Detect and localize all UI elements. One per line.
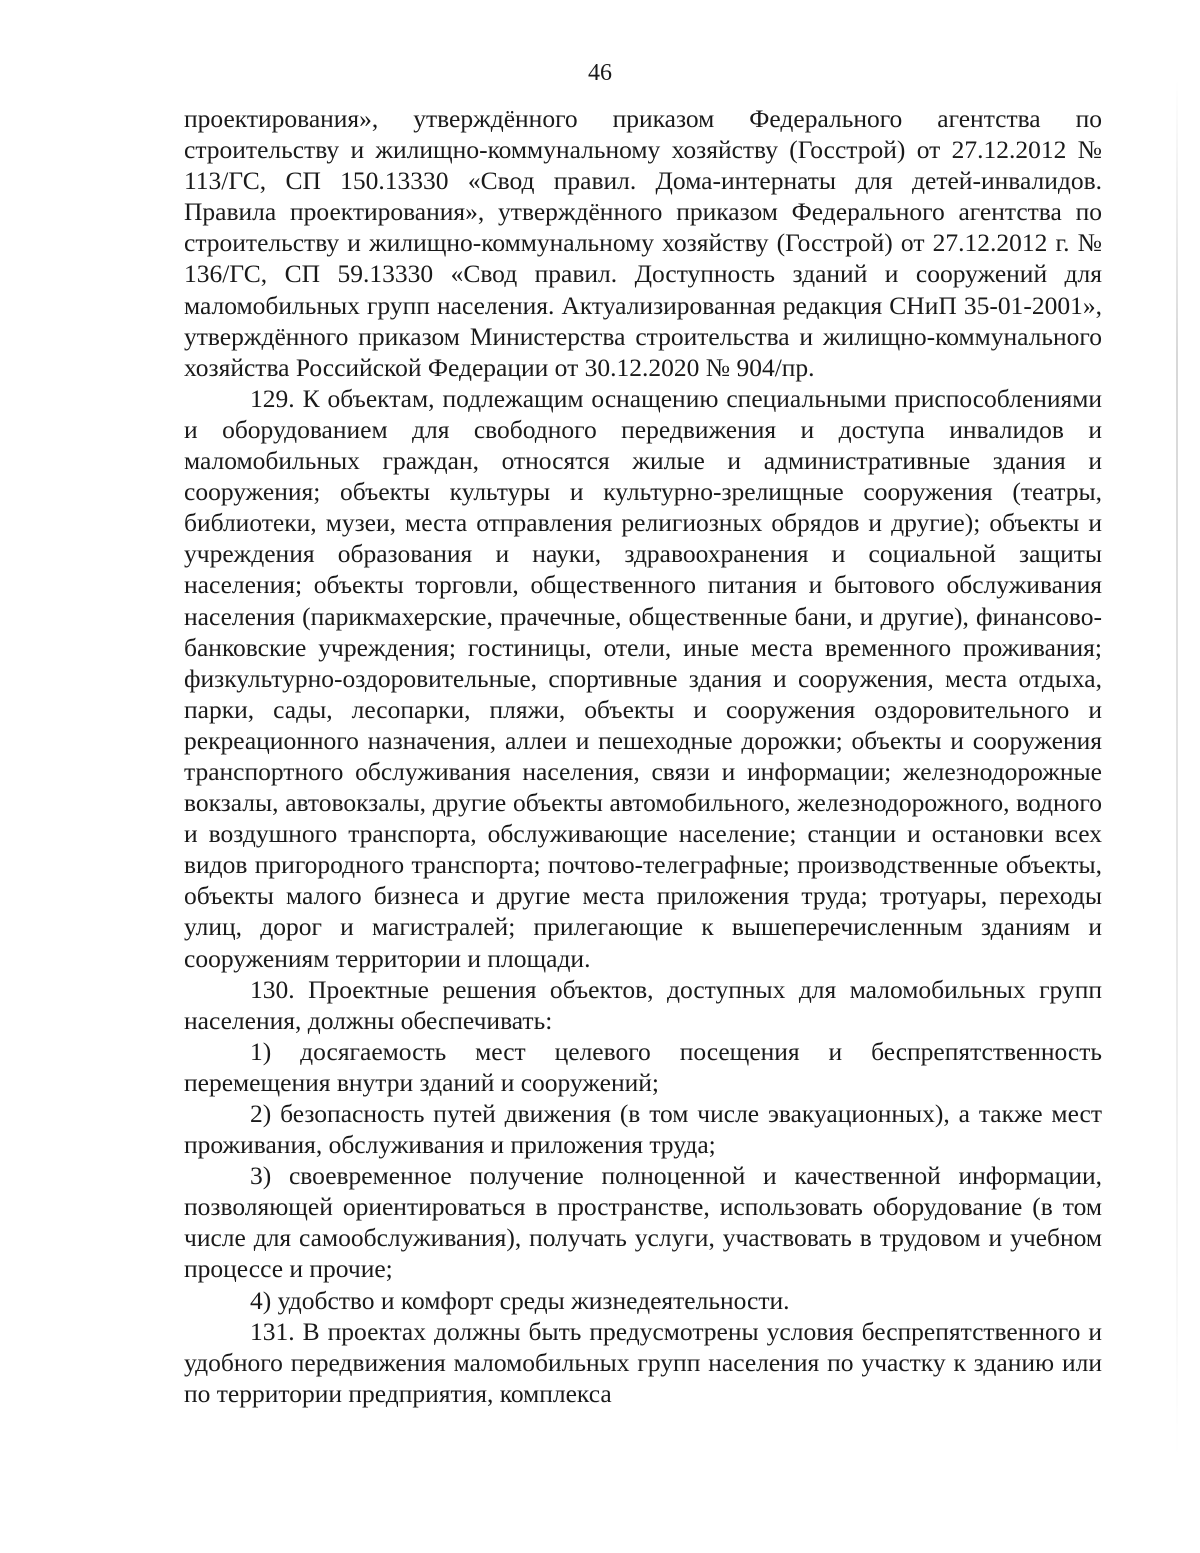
- list-item-4: 4) удобство и комфорт среды жизнедеятельности.: [250, 1285, 790, 1315]
- list-item-2: 2) безопасность путей движения (в том числе эвакуационных), а также мест проживания, обслуживания и приложения труда;: [184, 1099, 1102, 1160]
- paragraph-continuation: проектирования», утверждённого приказом Федерального агентства по строительству и жилищно-коммунальному хозяйству (Госстрой) от 27.12.2012 № 113/ГС, СП 150.13330 «Свод правил. Дома-интернаты для детей-инвалидов. Правила проектирования», утверждённого приказом Федерального агентства по строительству и жилищно-коммунальному хозяйству (Госстрой) от 27.12.2012 г. № 136/ГС, СП 59.13330 «Свод правил. Доступность зданий и сооружений для маломобильных групп населения. Актуализированная редакция СНиП 35-01-2001», утверждённого приказом Министерства строительства и жилищно-коммунального хозяйства Российской Федерации от 30.12.2020 № 904/пр.: [184, 104, 1102, 382]
- paragraph-130: 130. Проектные решения объектов, доступных для маломобильных групп населения, должны обеспечивать:: [184, 974, 1102, 1035]
- scan-edge-mark: [1176, 80, 1178, 1460]
- list-item-3: 3) своевременное получение полноценной и качественной информации, позволяющей ориентироваться в пространстве, использовать оборудование (в том числе для самообслуживания), получать услуги, участвовать в трудовом и учебном процессе и прочие;: [184, 1161, 1102, 1284]
- paragraph-129: 129. К объектам, подлежащим оснащению специальными приспособлениями и оборудованием для свободного передвижения и доступа инвалидов и маломобильных граждан, относятся жилые и административные здания и сооружения; объекты культуры и культурно-зрелищные сооружения (театры, библиотеки, музеи, места отправления религиозных обрядов и другие); объекты и учреждения образования и науки, здравоохранения и социальной защиты населения; объекты торговли, общественного питания и бытового обслуживания населения (парикмахерские, прачечные, общественные бани, и другие), финансово-банковские учреждения; гостиницы, отели, иные места временного проживания; физкультурно-оздоровительные, спортивные здания и сооружения, места отдыха, парки, сады, лесопарки, пляжи, объекты и сооружения оздоровительного и рекреационного назначения, аллеи и пешеходные дорожки; объекты и сооружения транспортного обслуживания населения, связи и информации; железнодорожные вокзалы, автовокзалы, другие объекты автомобильного, железнодорожного, водного и воздушного транспорта, обслуживающие население; станции и остановки всех видов пригородного транспорта; почтово-телеграфные; производственные объекты, объекты малого бизнеса и другие места приложения труда; тротуары, переходы улиц, дорог и магистралей; прилегающие к вышеперечисленным зданиям и сооружениям территории и площади.: [184, 383, 1102, 973]
- body-text: [184, 103, 1102, 1409]
- paragraph-131: 131. В проектах должны быть предусмотрены условия беспрепятственного и удобного передвижения маломобильных групп населения по участку к зданию или по территории предприятия, комплекса: [184, 1316, 1102, 1408]
- list-item-1: 1) досягаемость мест целевого посещения и беспрепятственность перемещения внутри зданий и сооружений;: [184, 1036, 1102, 1097]
- page-number: 46: [588, 60, 612, 86]
